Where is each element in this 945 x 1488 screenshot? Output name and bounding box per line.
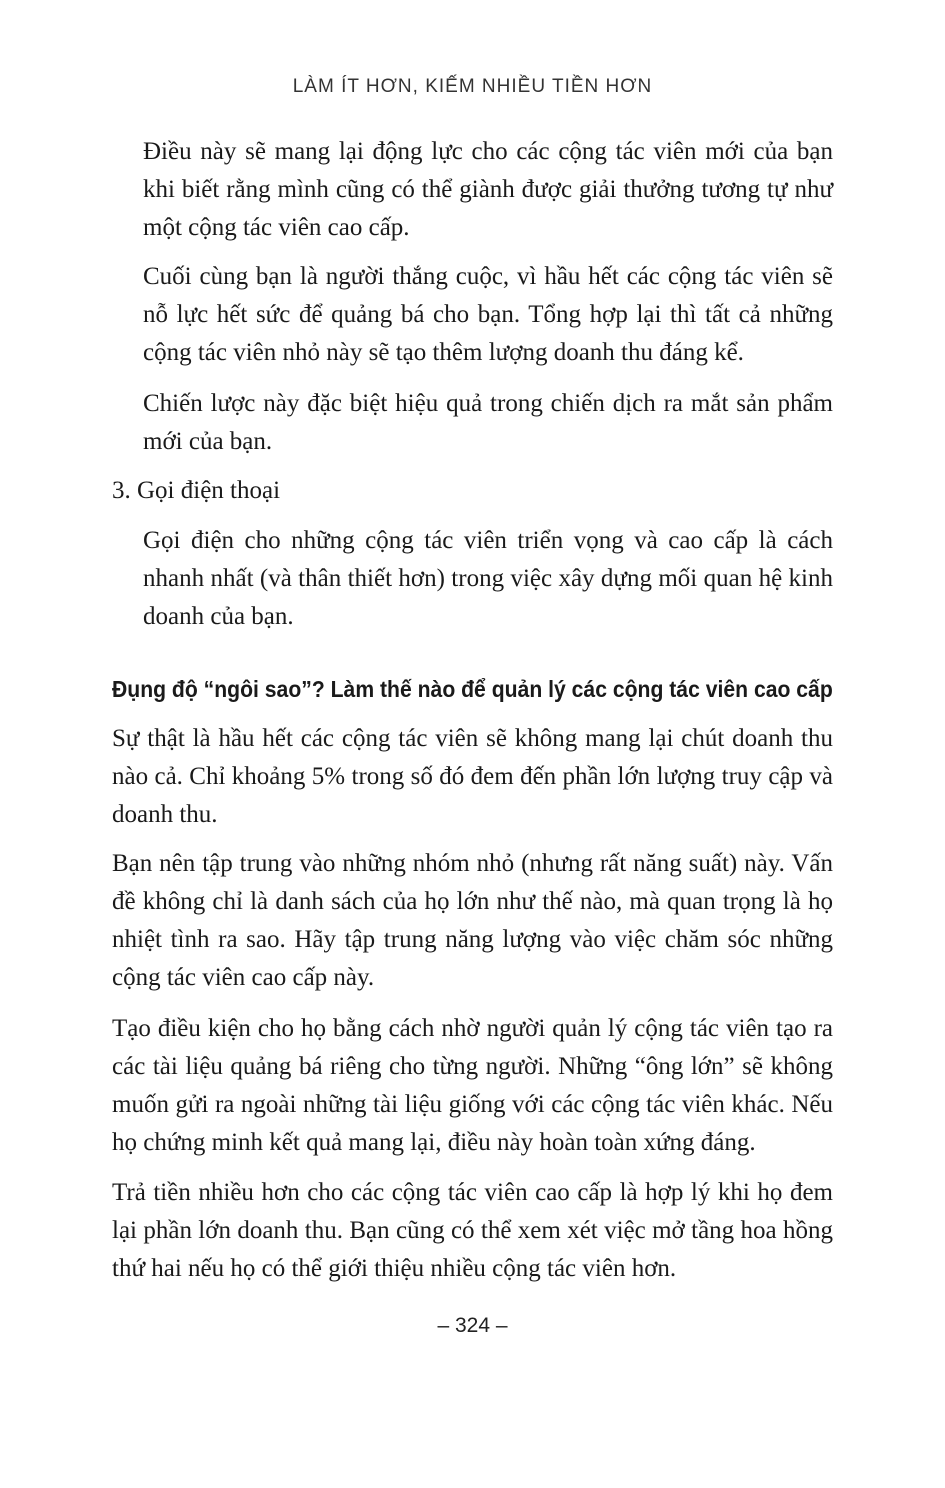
paragraph-materials: Tạo điều kiện cho họ bằng cách nhờ người quản lý cộng tác viên tạo ra các tài liệu quảng bá riêng cho từng người. Những “ông lớn” sẽ không muốn gửi ra ngoài những tài liệu giống với các cộng tác viên khác. Nếu họ chứng minh kết quả mang lại, điều này hoàn toàn xứng đáng. bbox=[112, 1015, 833, 1156]
running-header: LÀM ÍT HƠN, KIẾM NHIỀU TIỀN HƠN bbox=[292, 76, 653, 97]
paragraph-focus: Bạn nên tập trung vào những nhóm nhỏ (nhưng rất năng suất) này. Vấn đề không chỉ là danh sách của họ lớn như thế nào, mà quan trọng là họ nhiệt tình ra sao. Hãy tập trung năng lượng vào việc chăm sóc những cộng tác viên cao cấp này. bbox=[112, 850, 833, 991]
list-item-phone-call: 3. Gọi điện thoại bbox=[112, 477, 281, 504]
paragraph-motivation: Điều này sẽ mang lại động lực cho các cộng tác viên mới của bạn khi biết rằng mình cũng có thể giành được giải thưởng tương tự như một cộng tác viên cao cấp. bbox=[143, 138, 833, 241]
paragraph-pay-more: Trả tiền nhiều hơn cho các cộng tác viên cao cấp là hợp lý khi họ đem lại phần lớn doanh thu. Bạn cũng có thể xem xét việc mở tầng hoa hồng thứ hai nếu họ có thể giới thiệu nhiều cộng tác viên hơn. bbox=[112, 1179, 833, 1282]
page-number: – 324 – bbox=[437, 1314, 508, 1337]
section-heading: Đụng độ “ngôi sao”? Làm thế nào để quản lý các cộng tác viên cao cấp bbox=[112, 676, 833, 702]
paragraph-winner: Cuối cùng bạn là người thắng cuộc, vì hầu hết các cộng tác viên sẽ nỗ lực hết sức để quảng bá cho bạn. Tổng hợp lại thì tất cả những cộng tác viên nhỏ này sẽ tạo thêm lượng doanh thu đáng kể. bbox=[143, 263, 833, 366]
paragraph-strategy: Chiến lược này đặc biệt hiệu quả trong chiến dịch ra mắt sản phẩm mới của bạn. bbox=[143, 390, 833, 455]
paragraph-truth: Sự thật là hầu hết các cộng tác viên sẽ không mang lại chút doanh thu nào cả. Chỉ khoảng 5% trong số đó đem đến phần lớn lượng truy cập và doanh thu. bbox=[112, 725, 833, 828]
paragraph-phone-call: Gọi điện cho những cộng tác viên triển vọng và cao cấp là cách nhanh nhất (và thân thiết hơn) trong việc xây dựng mối quan hệ kinh doanh của bạn. bbox=[143, 527, 833, 630]
